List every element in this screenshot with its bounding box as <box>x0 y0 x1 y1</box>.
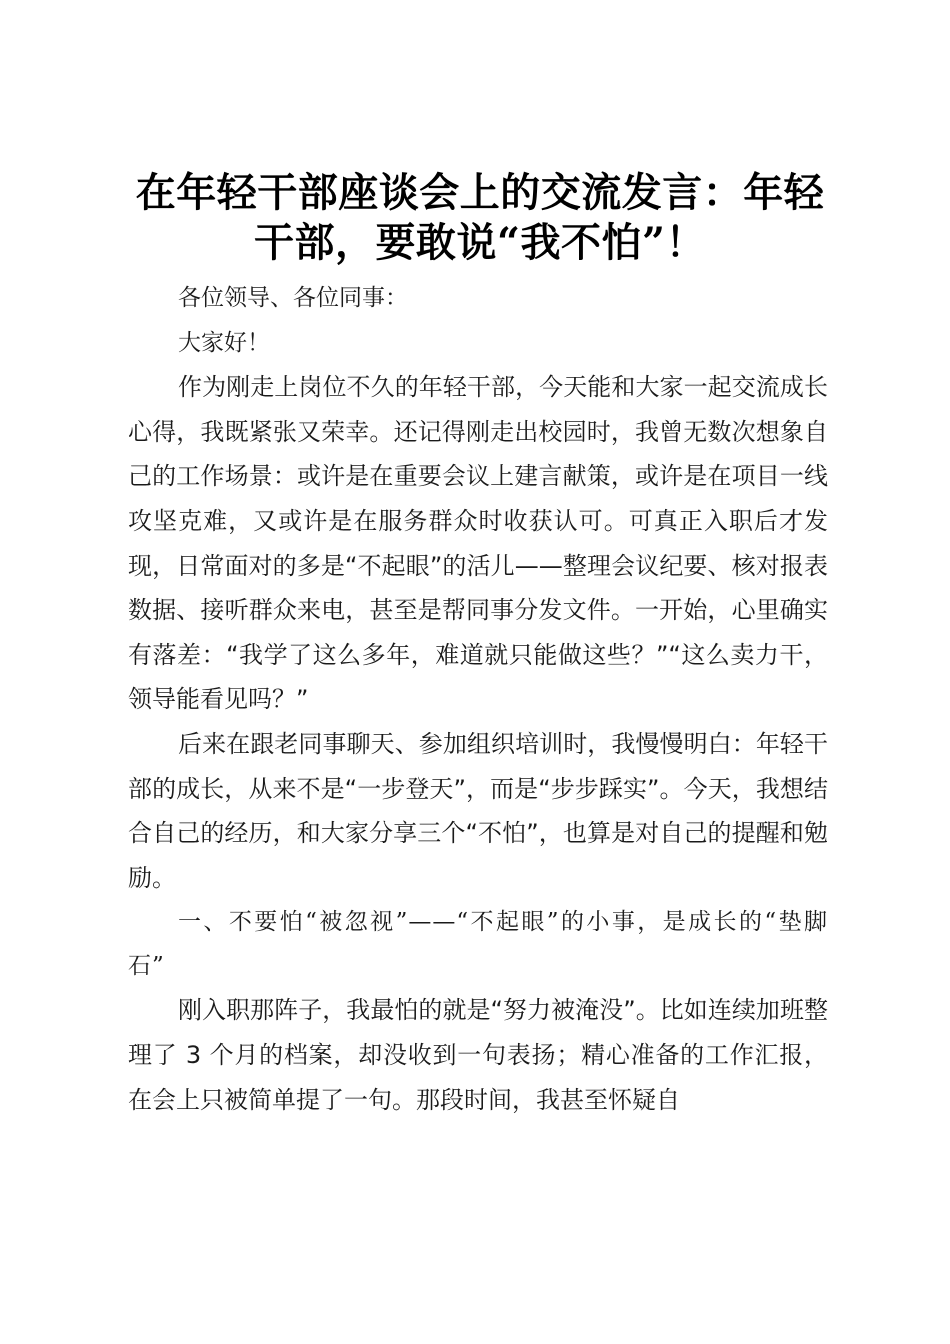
body-paragraph: 作为刚走上岗位不久的年轻干部，今天能和大家一起交流成长心得，我既紧张又荣幸。还记得刚走出校园时，我曾无数次想象自己的工作场景：或许是在重要会议上建言献策，或许是在项目一线攻坚克难，又或许是在服务群众时收获认可。可真正入职后才发现，日常面对的多是“不起眼”的活儿——整理会议纪要、核对报表数据、接听群众来电，甚至是帮同事分发文件。一开始，心里确实有落差：“我学了这么多年，难道就只能做这些？”“这么卖力干，领导能看见吗？” <box>128 373 828 714</box>
document-body <box>128 276 828 1122</box>
salutation-paragraph: 各位领导、各位同事： <box>178 285 408 311</box>
section-heading: 一、不要怕“被忽视”——“不起眼”的小事，是成长的“垫脚石” <box>128 909 828 980</box>
body-paragraph: 刚入职那阵子，我最怕的就是“努力被淹没”。比如连续加班整理了 3 个月的档案，却没收到一句表扬；精心准备的工作汇报，在会上只被简单提了一句。那段时间，我甚至怀疑自 <box>128 996 828 1114</box>
greeting-paragraph: 大家好！ <box>178 329 270 356</box>
body-paragraph: 后来在跟老同事聊天、参加组织培训时，我慢慢明白：年轻干部的成长，从来不是“一步登天”，而是“步步踩实”。今天，我想结合自己的经历，和大家分享三个“不怕”，也算是对自己的提醒和勉励。 <box>128 729 828 892</box>
document-title: 在年轻干部座谈会上的交流发言：年轻干部，要敢说“我不怕”！ <box>135 169 825 266</box>
